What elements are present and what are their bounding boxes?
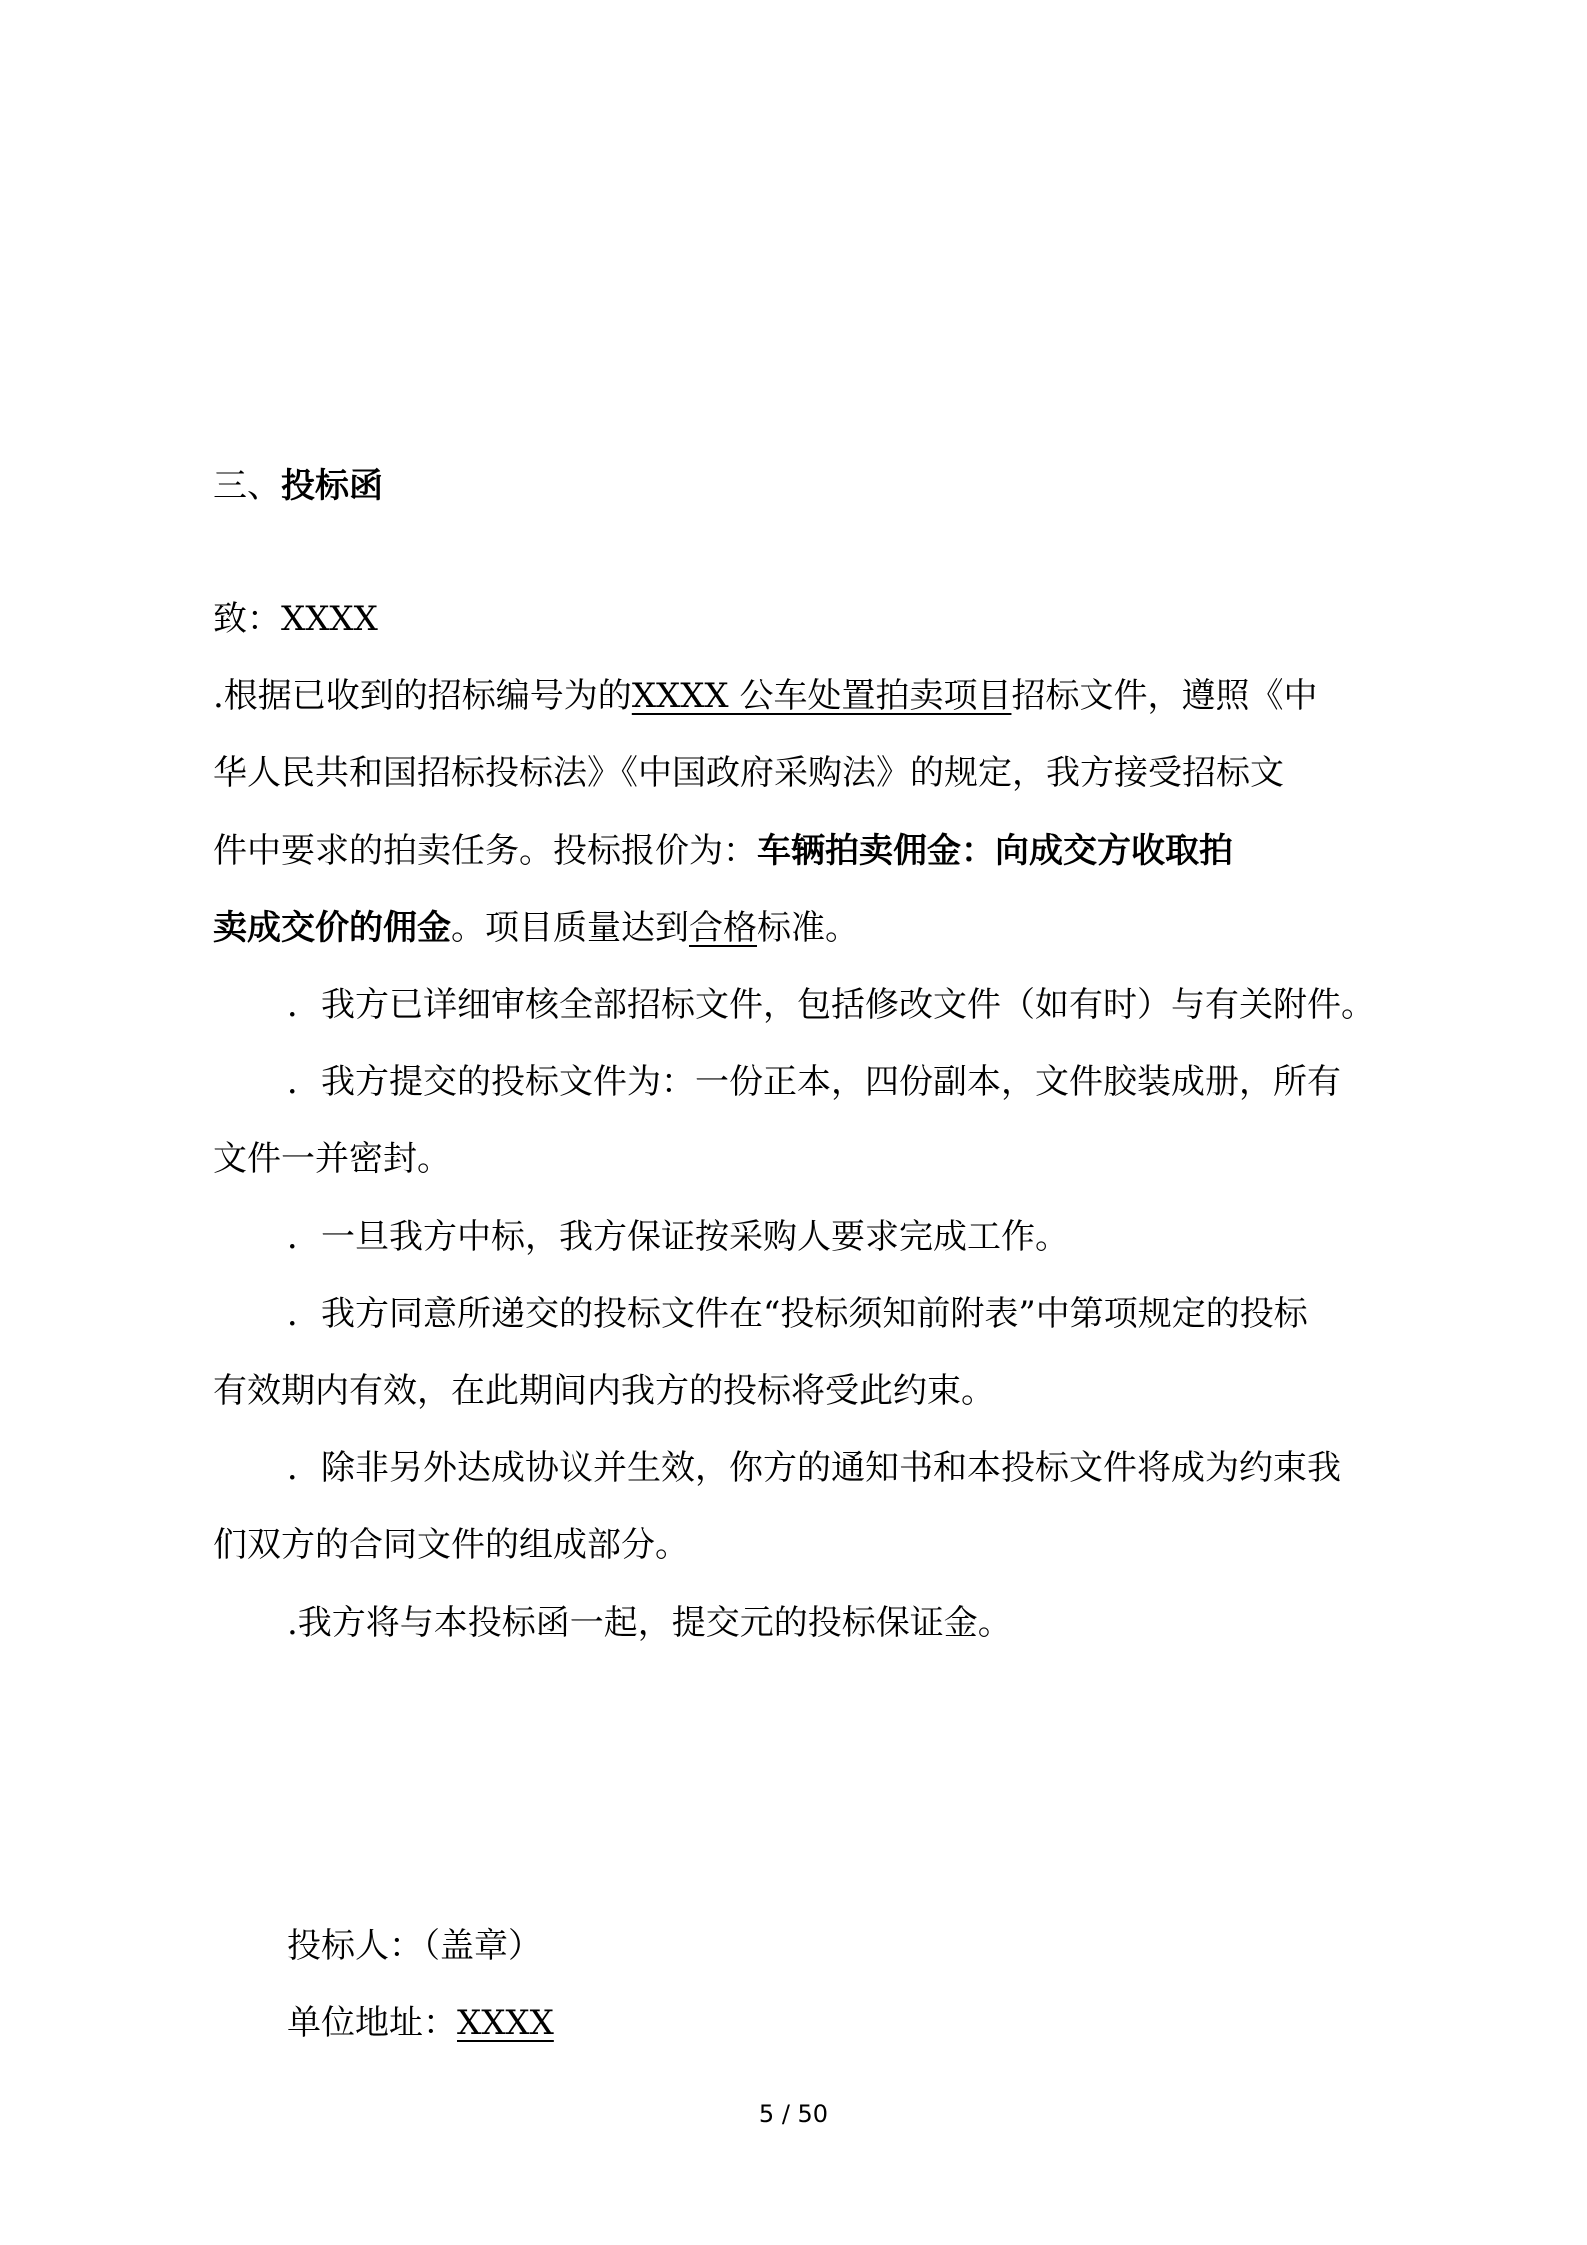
paragraph-1-line-3 [213, 828, 1233, 874]
item-6: .我方将与本投标函一起，提交元的投标保证金。 [287, 1603, 1012, 1643]
bid-price-bold: 车辆拍卖佣金：向成交方收取拍 [757, 831, 1233, 871]
item-3: ．一旦我方中标，我方保证按采购人要求完成工作。 [287, 1217, 1069, 1257]
item-2-line-2: 文件一并密封。 [213, 1139, 451, 1179]
section-title: 投标函 [281, 466, 383, 506]
bidder-seal-line: 投标人：（盖章） [287, 1926, 542, 1966]
section-number: 三、 [213, 466, 281, 506]
bid-price-bold: 卖成交价的佣金 [213, 908, 451, 948]
paragraph-1-line-1 [213, 673, 1317, 719]
section-heading [213, 462, 383, 510]
addressee: 致：XXXX [213, 599, 378, 639]
page-number: 5 / 50 [758, 2100, 829, 2128]
text-run: .根据已收到的招标编号为的 [213, 676, 632, 716]
item-1: ．我方已详细审核全部招标文件，包括修改文件（如有时）与有关附件。 [287, 985, 1375, 1025]
paragraph-1-line-2: 华人民共和国招标投标法》《中国政府采购法》的规定，我方接受招标文 [213, 753, 1284, 793]
item-2-line-1: ．我方提交的投标文件为：一份正本，四份副本，文件胶装成册，所有 [287, 1062, 1341, 1102]
item-5-line-2: 们双方的合同文件的组成部分。 [213, 1525, 689, 1565]
paragraph-1-line-4 [213, 905, 859, 951]
item-5-line-1: ．除非另外达成协议并生效，你方的通知书和本投标文件将成为约束我 [287, 1448, 1341, 1488]
project-name-underlined: XXXX 公车处置拍卖项目 [631, 676, 1012, 716]
item-4-line-1: ．我方同意所递交的投标文件在“投标须知前附表”中第项规定的投标 [287, 1294, 1308, 1334]
text-run: 。项目质量达到 [451, 908, 689, 948]
address-value: XXXX [457, 2003, 554, 2043]
quality-level-underlined: 合格 [689, 908, 757, 948]
address-line [287, 2000, 554, 2046]
text-run: 标准。 [757, 908, 859, 948]
text-run: 件中要求的拍卖任务。投标报价为： [213, 831, 757, 871]
item-4-line-2: 有效期内有效，在此期间内我方的投标将受此约束。 [213, 1371, 995, 1411]
text-run: 招标文件，遵照《中 [1011, 676, 1318, 716]
address-label: 单位地址： [287, 2003, 457, 2043]
